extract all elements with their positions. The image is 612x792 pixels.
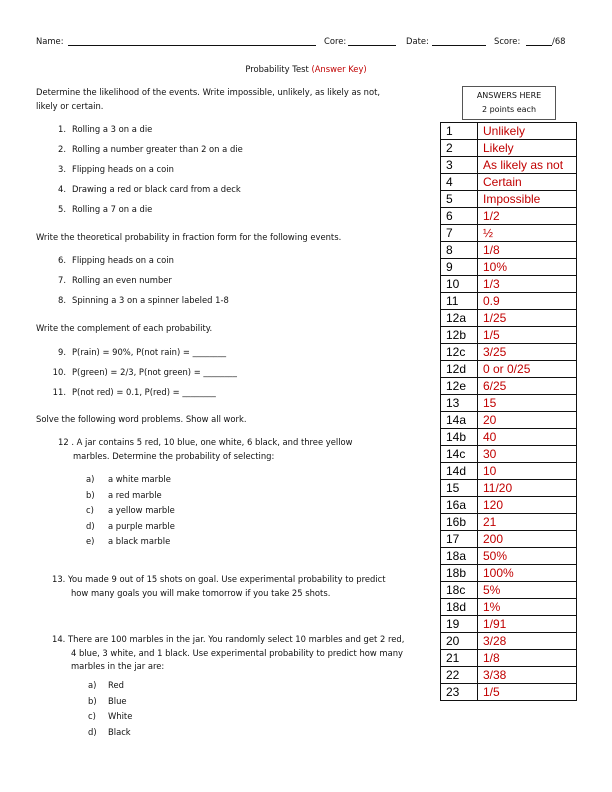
list-item: P(rain) = 90%, P(not rain) = ________ [72,347,227,357]
list-item: P(green) = 2/3, P(not green) = ________ [72,367,237,377]
answer-row [441,327,577,344]
answers-header-line2: 2 points each [481,105,537,114]
answer-row [441,276,577,293]
option-letter: d) [88,726,97,737]
answer-question-number: 15 [441,480,478,497]
list-item-number: 8. [58,295,66,305]
answer-row [441,412,577,429]
list-item-number: 7. [58,275,66,285]
option-letter: b) [88,695,97,706]
option-text: Black [108,726,131,737]
answer-table [440,122,577,701]
answer-row [441,140,577,157]
answer-row [441,480,577,497]
answer-value: 120 [478,497,577,514]
answer-row [441,361,577,378]
answer-value: 3/28 [478,633,577,650]
option-letter: a) [88,680,97,690]
answer-question-number: 22 [441,667,478,684]
answer-value: 1/5 [478,327,577,344]
question-13: 13. You made 9 out of 15 shots on goal. Use experimental probability to predict how many goals you will make tomorrow if you take 25 shots. [52,574,386,598]
date-label: Date: [406,36,429,46]
answer-value: 21 [478,514,577,531]
option-text: Blue [108,695,127,706]
answer-row [441,259,577,276]
answer-value: 1/2 [478,208,577,225]
section4-instruction: Solve the following word problems. Show all work. [36,414,247,424]
answer-question-number: 12d [441,361,478,378]
answer-value: 6/25 [478,378,577,395]
answer-question-number: 14c [441,446,478,463]
question-14: 14. There are 100 marbles in the jar. You randomly select 10 marbles and get 2 red, 4 blue, 3 white, and 1 black. Use experimental probability to predict how many marbles in the jar are: [52,634,405,671]
answer-question-number: 20 [441,633,478,650]
answer-row [441,208,577,225]
answer-question-number: 8 [441,242,478,259]
answer-row [441,565,577,582]
answer-value: 200 [478,531,577,548]
answer-value: ½ [478,225,577,242]
answer-value: 11/20 [478,480,577,497]
answer-row [441,293,577,310]
answer-value: 5% [478,582,577,599]
list-item: Spinning a 3 on a spinner labeled 1-8 [72,295,229,305]
list-item: Flipping heads on a coin [72,255,174,265]
answer-value: 1/8 [478,242,577,259]
answer-key-label: (Answer Key) [311,64,367,74]
list-item-number: 6. [58,255,66,265]
answer-question-number: 18c [441,582,478,599]
answer-value: As likely as not [478,157,577,174]
option-letter: d) [86,520,95,531]
answer-row [441,616,577,633]
answer-row [441,582,577,599]
answer-question-number: 17 [441,531,478,548]
option-text: White [108,711,133,721]
option-letter: e) [86,536,95,546]
score-label: Score: [494,36,521,46]
list-item: Drawing a red or black card from a deck [72,184,241,194]
answer-question-number: 23 [441,684,478,701]
answer-question-number: 18d [441,599,478,616]
core-label: Core: [324,36,347,46]
answer-value: 10% [478,259,577,276]
answer-row [441,310,577,327]
answer-value: 50% [478,548,577,565]
list-item-number: 3. [58,164,66,174]
answer-question-number: 5 [441,191,478,208]
answer-row [441,667,577,684]
answer-value: 20 [478,412,577,429]
list-item: P(not red) = 0.1, P(red) = ________ [72,387,216,397]
answer-value: Certain [478,174,577,191]
answer-value: Unlikely [478,123,577,140]
answer-row [441,123,577,140]
section2-instruction: Write the theoretical probability in fraction form for the following events. [36,232,342,242]
option-letter: c) [88,711,96,721]
list-item-number: 4. [58,184,66,194]
answer-value: 1/25 [478,310,577,327]
list-item: Flipping heads on a coin [72,164,174,174]
answer-row [441,497,577,514]
answer-value: 40 [478,429,577,446]
answer-value: 30 [478,446,577,463]
answers-header-box [462,86,556,120]
answer-question-number: 3 [441,157,478,174]
answer-question-number: 18b [441,565,478,582]
answer-value: 3/38 [478,667,577,684]
answer-value: 0 or 0/25 [478,361,577,378]
answer-question-number: 16a [441,497,478,514]
question-12: 12 . A jar contains 5 red, 10 blue, one white, 6 black, and three yellow marbles. Determine the probability of selecting: [58,437,353,461]
answer-row [441,395,577,412]
answer-row [441,242,577,259]
option-text: a yellow marble [108,505,175,515]
answer-question-number: 9 [441,259,478,276]
section3-list [36,347,416,407]
option-letter: c) [86,505,94,515]
section2-list [36,255,416,315]
list-item: Rolling a 3 on a die [72,124,153,134]
answer-row [441,174,577,191]
answer-row [441,463,577,480]
answer-value: 1/3 [478,276,577,293]
page-title [0,64,612,74]
answer-value: Likely [478,140,577,157]
answer-question-number: 13 [441,395,478,412]
answer-row [441,191,577,208]
answer-value: 3/25 [478,344,577,361]
answer-value: Impossible [478,191,577,208]
option-letter: a) [86,474,95,484]
list-item-number: 5. [58,204,66,214]
option-text: a white marble [108,474,171,484]
answer-row [441,548,577,565]
answer-question-number: 2 [441,140,478,157]
answer-question-number: 12a [441,310,478,327]
answer-value: 100% [478,565,577,582]
answer-question-number: 4 [441,174,478,191]
answer-value: 1/91 [478,616,577,633]
option-letter: b) [86,489,95,500]
answer-question-number: 12c [441,344,478,361]
list-item-number: 1. [58,124,66,134]
option-text: a black marble [108,536,171,546]
answer-question-number: 10 [441,276,478,293]
answer-row [441,684,577,701]
answer-row [441,514,577,531]
list-item-number: 10. [52,367,66,377]
answer-row [441,378,577,395]
answer-value: 1% [478,599,577,616]
answers-header-line1: ANSWERS HERE [476,91,542,100]
answer-question-number: 16b [441,514,478,531]
answer-value: 10 [478,463,577,480]
answer-question-number: 1 [441,123,478,140]
answer-row [441,344,577,361]
list-item: Rolling an even number [72,275,172,285]
answer-question-number: 14b [441,429,478,446]
answer-question-number: 21 [441,650,478,667]
answer-row [441,633,577,650]
answer-row [441,157,577,174]
answer-question-number: 11 [441,293,478,310]
list-item-number: 11. [52,387,66,397]
answer-value: 0.9 [478,293,577,310]
answer-value: 1/5 [478,684,577,701]
answer-row [441,531,577,548]
question-12-options [86,474,286,554]
answer-question-number: 12b [441,327,478,344]
section1-instruction: Determine the likelihood of the events. Write impossible, unlikely, as likely as not, likely or certain. [36,87,381,111]
list-item: Rolling a number greater than 2 on a die [72,144,243,154]
answer-row [441,429,577,446]
answer-question-number: 14a [441,412,478,429]
question-14-options [88,680,288,744]
list-item: Rolling a 7 on a die [72,204,153,214]
section3-instruction: Write the complement of each probability. [36,323,213,333]
score-total: /68 [552,36,566,46]
answer-row [441,650,577,667]
answer-question-number: 6 [441,208,478,225]
list-item-number: 2. [58,144,66,154]
list-item-number: 9. [58,347,66,357]
name-label: Name: [36,36,64,46]
option-text: Red [108,680,124,690]
answer-question-number: 14d [441,463,478,480]
answer-row [441,446,577,463]
header [36,36,566,50]
answer-question-number: 7 [441,225,478,242]
answer-question-number: 18a [441,548,478,565]
title-text: Probability Test [245,64,309,74]
answer-value: 15 [478,395,577,412]
answer-row [441,599,577,616]
answer-question-number: 12e [441,378,478,395]
section1-list [36,124,416,224]
option-text: a purple marble [108,520,175,531]
answer-value: 1/8 [478,650,577,667]
answer-row [441,225,577,242]
option-text: a red marble [108,489,162,500]
answer-question-number: 19 [441,616,478,633]
